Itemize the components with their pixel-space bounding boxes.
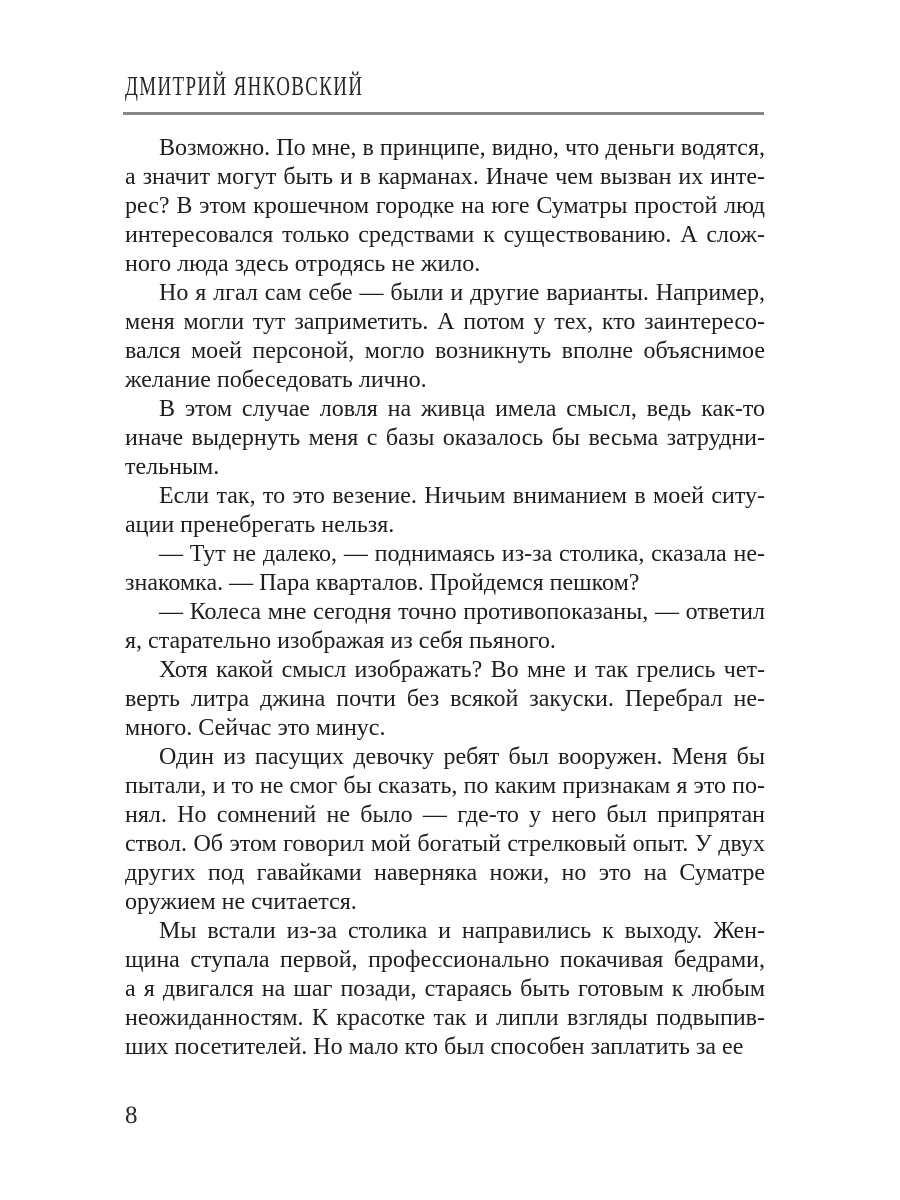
text-line: — Колеса мне сегодня точно противопоказаны, — ответил (159, 599, 765, 625)
text-line: меня могли тут заприметить. А потом у тех, кто заинтересо- (125, 309, 765, 335)
text-line: ации пренебрегать нельзя. (125, 512, 395, 538)
text-line: — Тут не далеко, — поднимаясь из-за столика, сказала не- (159, 541, 765, 567)
text-line: желание побеседовать лично. (125, 367, 427, 393)
text-line: Хотя какой смысл изображать? Во мне и так грелись чет- (159, 657, 765, 683)
author-name: ДМИТРИЙ ЯНКОВСКИЙ (125, 71, 364, 101)
running-header (125, 71, 785, 101)
text-line: иначе выдернуть меня с базы оказалось бы весьма затрудни- (125, 425, 765, 451)
text-line: вался моей персоной, могло возникнуть вполне объяснимое (125, 338, 765, 364)
text-line: ствол. Об этом говорил мой богатый стрелковый опыт. У двух (125, 831, 765, 857)
text-line: а значит могут быть и в карманах. Иначе чем вызван их инте- (125, 164, 765, 190)
text-line: верть литра джина почти без всякой закуски. Перебрал не- (125, 686, 765, 712)
text-line: я, старательно изображая из себя пьяного. (125, 628, 556, 654)
text-line: оружием не считается. (125, 889, 357, 915)
text-line: Если так, то это везение. Ничьим вниманием в моей ситу- (159, 483, 765, 509)
text-line: Мы встали из-за столика и направились к выходу. Жен- (159, 918, 765, 944)
text-line: неожиданностям. К красотке так и липли взгляды подвыпив- (125, 1005, 765, 1031)
text-line: нял. Но сомнений не было — где-то у него был припрятан (125, 802, 765, 828)
text-line: много. Сейчас это минус. (125, 715, 386, 741)
text-line: Один из пасущих девочку ребят был вооружен. Меня бы (159, 744, 765, 770)
text-line: интересовался только средствами к существованию. А слож- (125, 222, 765, 248)
text-line: щина ступала первой, профессионально покачивая бедрами, (125, 947, 765, 973)
text-line: Возможно. По мне, в принципе, видно, что деньги водятся, (159, 135, 765, 161)
text-line: других под гавайками наверняка ножи, но это на Суматре (125, 860, 765, 886)
text-line: знакомка. — Пара кварталов. Пройдемся пешком? (125, 570, 640, 596)
body-text (125, 134, 765, 1062)
text-line: а я двигался на шаг позади, стараясь быть готовым к любым (125, 976, 765, 1002)
text-line: рес? В этом крошечном городке на юге Суматры простой люд (125, 193, 765, 219)
text-line: ного люда здесь отродясь не жило. (125, 251, 481, 277)
text-line: В этом случае ловля на живца имела смысл, ведь как-то (159, 396, 765, 422)
text-line: пытали, и то не смог бы сказать, по каким признакам я это по- (125, 773, 765, 799)
header-rule (123, 112, 764, 115)
text-line: тельным. (125, 454, 220, 480)
text-line: Но я лгал сам себе — были и другие варианты. Например, (159, 280, 765, 306)
text-line: ших посетителей. Но мало кто был способен заплатить за ее (125, 1034, 744, 1060)
page-number: 8 (125, 1102, 138, 1129)
